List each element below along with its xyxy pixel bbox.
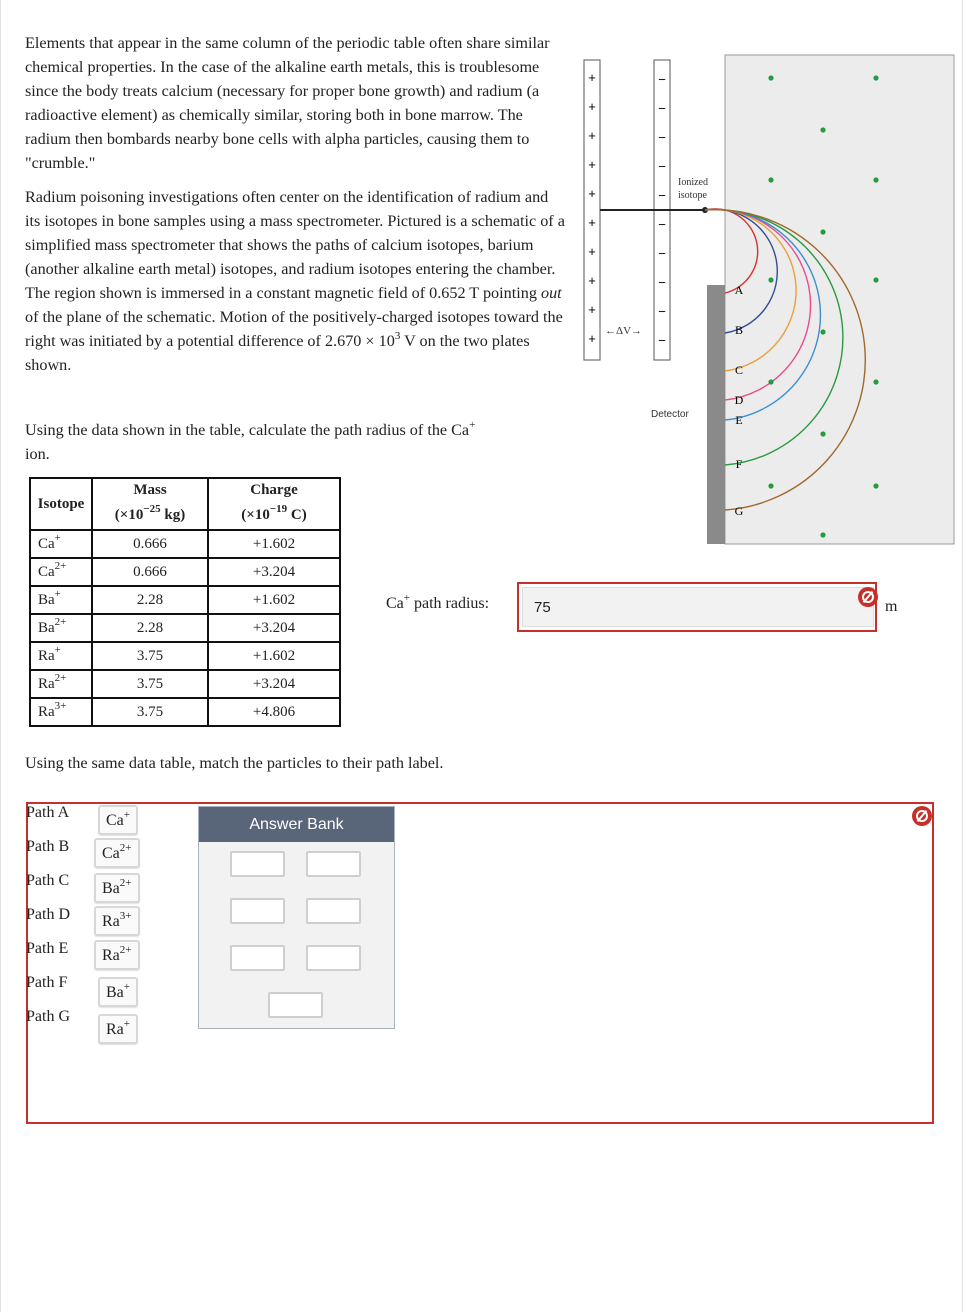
header-mass: Mass xyxy=(92,478,208,501)
isotope-cell: $Ra^{2+}$ xyxy=(30,670,92,698)
isotope-label: isotope xyxy=(678,190,707,201)
mass-cell: 2.28 xyxy=(92,586,208,614)
answer-chip[interactable]: Ra+ xyxy=(98,1014,138,1044)
answer-bank-title: Answer Bank xyxy=(199,807,394,842)
field-dot xyxy=(820,229,825,234)
plus-sign: + xyxy=(588,186,596,201)
plus-sign: + xyxy=(588,128,596,143)
path-label: Path C xyxy=(26,872,70,889)
table-row xyxy=(30,558,340,586)
table-row xyxy=(30,670,340,698)
mass-spectrometer-schematic xyxy=(576,40,960,550)
field-dot xyxy=(873,379,878,384)
charge-cell: +3.204 xyxy=(208,558,340,586)
table-row xyxy=(30,614,340,642)
header-charge-unit: ($\times 10^{-19}$ C) xyxy=(208,501,340,530)
header-mass-unit: ($\times 10^{-25}$ kg) xyxy=(92,501,208,530)
plus-sign: + xyxy=(588,244,596,259)
plus-sign: + xyxy=(588,99,596,114)
question-radius: Using the data shown in the table, calculate the path radius of the Ca+ ion. xyxy=(25,419,476,463)
incorrect-icon xyxy=(858,587,878,607)
field-dot xyxy=(873,277,878,282)
charge-cell: +1.602 xyxy=(208,586,340,614)
table-row xyxy=(30,586,340,614)
minus-sign: − xyxy=(658,333,666,348)
radius-unit: m xyxy=(885,598,898,615)
bank-slot[interactable] xyxy=(306,945,361,971)
minus-sign: − xyxy=(658,217,666,232)
answer-chip[interactable]: $Ra^{2+}$ xyxy=(94,940,140,970)
field-dot xyxy=(820,431,825,436)
charge-cell: +1.602 xyxy=(208,530,340,558)
isotope-cell: Ra+ xyxy=(30,642,92,670)
field-dot xyxy=(820,329,825,334)
minus-sign: − xyxy=(658,188,666,203)
path-label: Path A xyxy=(26,804,70,821)
bank-slot[interactable] xyxy=(230,898,285,924)
plus-sign: + xyxy=(588,157,596,172)
field-dot xyxy=(873,483,878,488)
path-label: Path D xyxy=(26,906,70,923)
intro-paragraph-2: Radium poisoning investigations often center on the identification of radium and its isotopes in bone samples using a mass spectrometer. Pictured is a schematic of a simplified mass spectrometer that shows the paths of calcium isotopes, barium (another alkaline earth metal) isotopes, and radium isotopes entering the chamber. The region shown is immersed in a constant magnetic field of 0.652 T pointing out of the plane of the schematic. Motion of the positively-charged isotopes toward the right was initiated by a potential difference of $2.670 \times 10^3$ V on the two plates shown. xyxy=(25,188,565,374)
path-letter: C xyxy=(734,363,744,377)
minus-sign: − xyxy=(658,159,666,174)
bank-slot[interactable] xyxy=(230,851,285,877)
path-label: Path F xyxy=(26,974,68,991)
field-dot xyxy=(768,177,773,182)
field-dot xyxy=(873,177,878,182)
path-letter: A xyxy=(734,283,744,297)
field-dot xyxy=(820,127,825,132)
header-charge: Charge xyxy=(208,478,340,501)
path-label: Path E xyxy=(26,940,69,957)
minus-sign: − xyxy=(658,72,666,87)
answer-chip[interactable]: Ca+ xyxy=(98,805,138,835)
question-match: Using the same data table, match the particles to their path label. xyxy=(25,754,444,772)
table-row xyxy=(30,530,340,558)
isotope-cell: $Ba^{2+}$ xyxy=(30,614,92,642)
mass-cell: 2.28 xyxy=(92,614,208,642)
isotope-cell: Ca+ xyxy=(30,530,92,558)
path-letter: B xyxy=(734,323,744,337)
charge-cell: +3.204 xyxy=(208,670,340,698)
path-letter: E xyxy=(735,413,743,427)
plus-sign: + xyxy=(588,302,596,317)
isotope-cell: $Ca^{2+}$ xyxy=(30,558,92,586)
delta-v-label: ←ΔV→ xyxy=(605,325,643,337)
answer-chip[interactable]: $Ba^{2+}$ xyxy=(94,873,140,903)
plus-sign: + xyxy=(588,331,596,346)
detector-label: Detector xyxy=(651,409,689,420)
table-row xyxy=(30,642,340,670)
intro-paragraph-1: Elements that appear in the same column of the periodic table often share similar chemical properties. In the case of the alkaline earth metals, this is troublesome since the body treats calcium (necessary for proper bone growth) and radium (a radioactive element) as chemically similar, storing both in bone marrow. The radium then bombards nearby bone cells with alpha particles, causing them to "crumble." xyxy=(25,34,550,172)
charge-cell: +1.602 xyxy=(208,642,340,670)
path-label: Path B xyxy=(26,838,70,855)
answer-chip[interactable]: $Ra^{3+}$ xyxy=(94,906,140,936)
isotope-cell: $Ra^{3+}$ xyxy=(30,698,92,726)
path-letter: F xyxy=(735,457,743,471)
isotope-cell: Ba+ xyxy=(30,586,92,614)
answer-chip[interactable]: Ba+ xyxy=(98,977,138,1007)
mass-cell: 0.666 xyxy=(92,530,208,558)
field-dot xyxy=(768,75,773,80)
plus-sign: + xyxy=(588,70,596,85)
minus-sign: − xyxy=(658,275,666,290)
answer-chip[interactable]: $Ca^{2+}$ xyxy=(94,838,140,868)
minus-sign: − xyxy=(658,304,666,319)
mass-cell: 3.75 xyxy=(92,698,208,726)
field-dot xyxy=(873,75,878,80)
charge-cell: +3.204 xyxy=(208,614,340,642)
radius-label: Ca+ path radius: xyxy=(386,592,490,612)
plus-sign: + xyxy=(588,273,596,288)
bank-slot[interactable] xyxy=(230,945,285,971)
chamber xyxy=(725,55,954,544)
radius-input[interactable] xyxy=(522,587,874,627)
field-dot xyxy=(820,532,825,537)
mass-cell: 3.75 xyxy=(92,642,208,670)
path-label: Path G xyxy=(26,1008,70,1025)
plus-sign: + xyxy=(588,215,596,230)
field-dot xyxy=(768,277,773,282)
path-letter: G xyxy=(734,504,744,518)
isotope-table xyxy=(29,477,341,727)
field-dot xyxy=(768,483,773,488)
mass-cell: 0.666 xyxy=(92,558,208,586)
minus-sign: − xyxy=(658,130,666,145)
bank-slot[interactable] xyxy=(306,898,361,924)
mass-cell: 3.75 xyxy=(92,670,208,698)
detector xyxy=(707,285,725,544)
field-dot xyxy=(768,379,773,384)
header-isotope: Isotope xyxy=(30,478,92,530)
minus-sign: − xyxy=(658,101,666,116)
bank-slot[interactable] xyxy=(268,992,323,1018)
minus-sign: − xyxy=(658,246,666,261)
path-letter: D xyxy=(734,393,744,407)
matching-area xyxy=(26,802,934,1124)
table-row xyxy=(30,698,340,726)
incorrect-icon xyxy=(912,806,932,826)
ionized-label: Ionized xyxy=(678,177,708,188)
charge-cell: +4.806 xyxy=(208,698,340,726)
bank-slot[interactable] xyxy=(306,851,361,877)
